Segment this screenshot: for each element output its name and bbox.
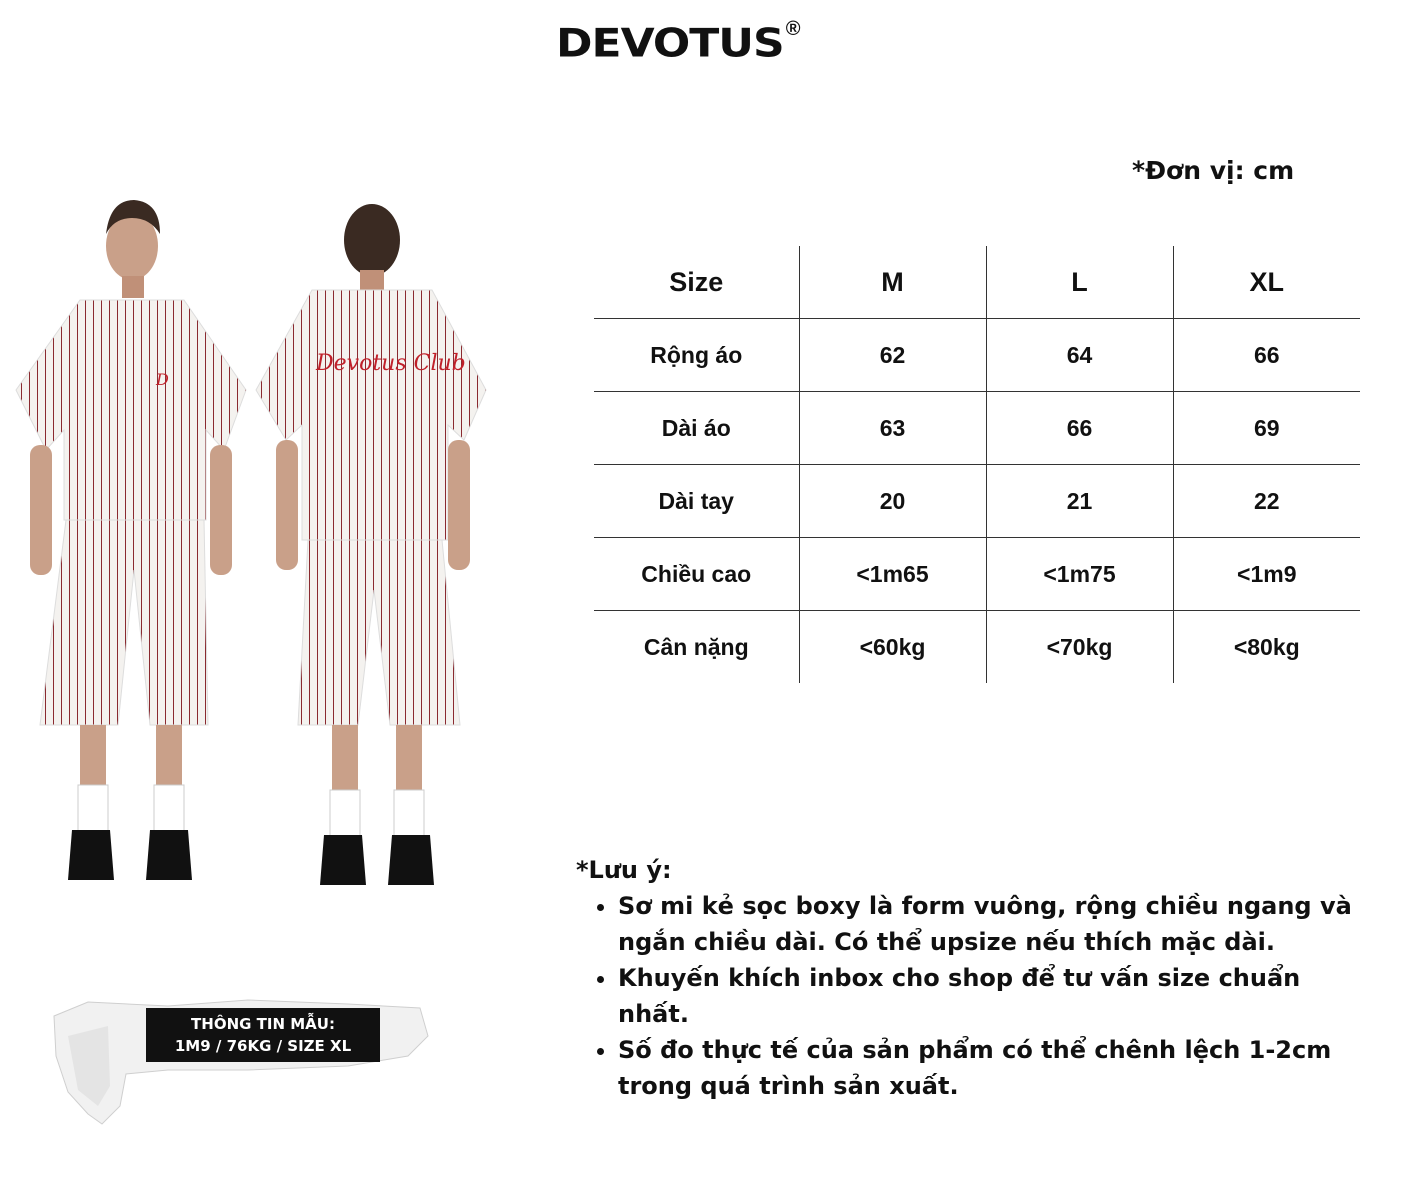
table-row: [594, 392, 1360, 465]
table-cell: 62: [799, 319, 986, 392]
notes-list: [576, 888, 1376, 1104]
table-row: [594, 611, 1360, 684]
table-cell: <60kg: [799, 611, 986, 684]
model-info-title: THÔNG TIN MẪU:: [191, 1015, 335, 1033]
list-item: • Sơ mi kẻ sọc boxy là form vuông, rộng chiều ngang và ngắn chiều dài. Có thể upsize nếu thích mặc dài.: [618, 888, 1376, 960]
list-item: • Số đo thực tế của sản phẩm có thể chênh lệch 1-2cm trong quá trình sản xuất.: [618, 1032, 1376, 1104]
table-cell: 66: [1173, 319, 1360, 392]
model-info-tag: [48, 996, 432, 1128]
notes-section: [576, 852, 1376, 1104]
header-xl: XL: [1173, 246, 1360, 319]
table-cell: <80kg: [1173, 611, 1360, 684]
table-cell: <1m75: [986, 538, 1173, 611]
model-back-image: [250, 190, 495, 890]
size-chart-table: [594, 246, 1360, 683]
table-cell: 22: [1173, 465, 1360, 538]
table-cell: 21: [986, 465, 1173, 538]
table-row: [594, 319, 1360, 392]
unit-note: *Đơn vị: cm: [1132, 156, 1295, 185]
registered-mark: ®: [785, 18, 801, 40]
row-label: Dài tay: [594, 465, 799, 538]
header-l: L: [986, 246, 1173, 319]
table-header-row: [594, 246, 1360, 319]
table-cell: 64: [986, 319, 1173, 392]
table-cell: <70kg: [986, 611, 1173, 684]
svg-text:Devotus Club: Devotus Club: [316, 351, 466, 376]
row-label: Chiều cao: [594, 538, 799, 611]
model-photos: [10, 190, 500, 890]
table-cell: 66: [986, 392, 1173, 465]
model-info-box: [146, 1008, 380, 1062]
header-m: M: [799, 246, 986, 319]
table-cell: 69: [1173, 392, 1360, 465]
table-cell: 20: [799, 465, 986, 538]
table-cell: <1m65: [799, 538, 986, 611]
brand-name: DEVOTUS: [556, 20, 784, 67]
notes-title: *Lưu ý:: [576, 856, 672, 884]
list-item: • Khuyến khích inbox cho shop để tư vấn size chuẩn nhất.: [618, 960, 1376, 1032]
model-front-image: [10, 190, 255, 890]
row-label: Rộng áo: [594, 319, 799, 392]
table-row: [594, 465, 1360, 538]
svg-text:D: D: [156, 370, 169, 389]
row-label: Dài áo: [594, 392, 799, 465]
row-label: Cân nặng: [594, 611, 799, 684]
model-info-stats: 1M9 / 76KG / SIZE XL: [174, 1037, 352, 1055]
table-cell: <1m9: [1173, 538, 1360, 611]
table-row: [594, 538, 1360, 611]
table-cell: 63: [799, 392, 986, 465]
brand-logo: [556, 18, 800, 70]
header-size: Size: [594, 246, 799, 319]
